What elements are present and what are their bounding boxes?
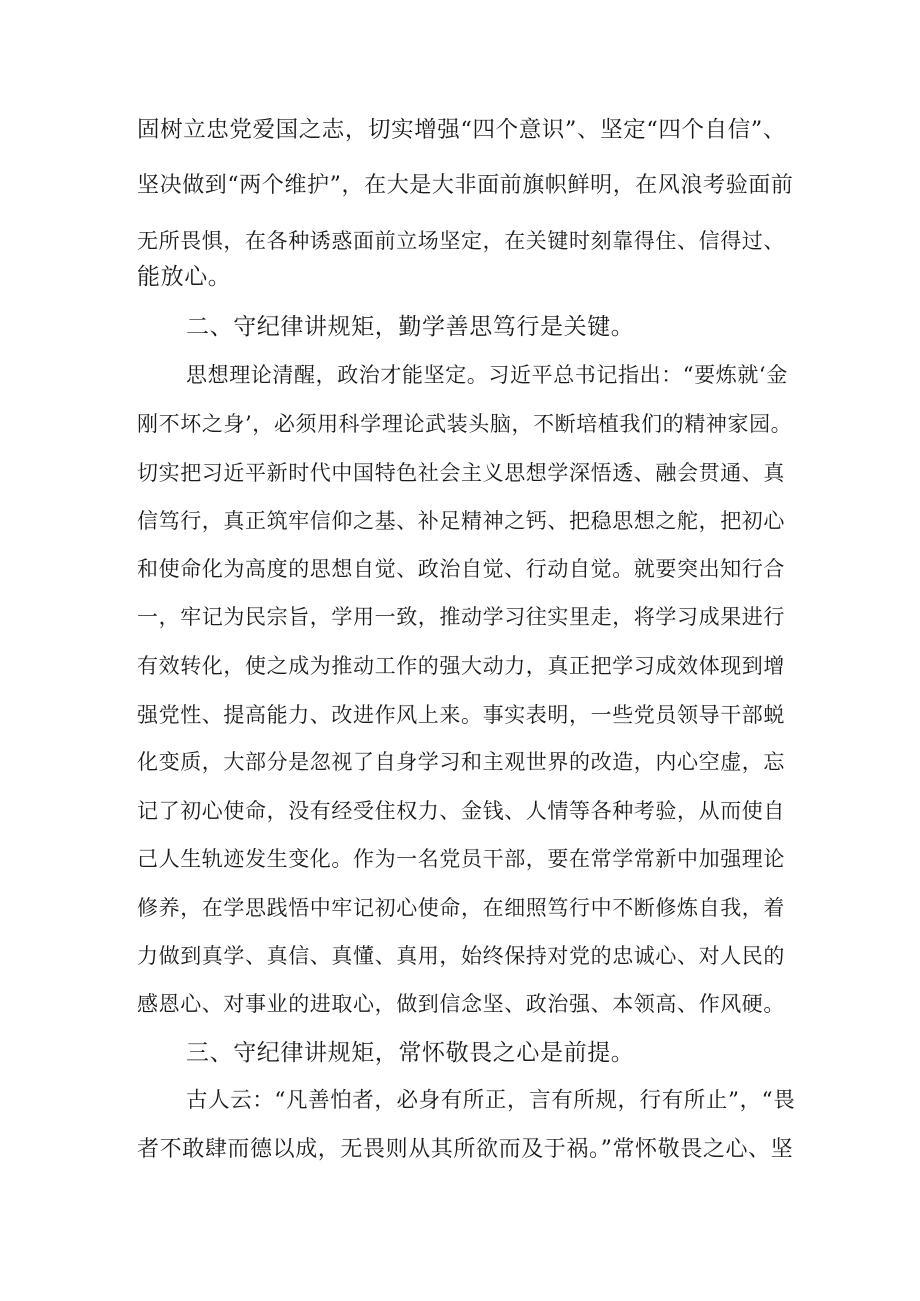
text-line: 者不敢肆而德以成，无畏则从其所欲而及于祸。”常怀敬畏之心、坚 [137, 1137, 794, 1162]
section-heading: 三、守纪律讲规矩，常怀敬畏之心是前提。 [186, 1040, 635, 1066]
text-line: 古人云：“凡善怕者，必身有所正，言有所规，行有所止”，“畏 [186, 1088, 796, 1113]
text-line: 固树立忠党爱国之志，切实增强“四个意识”、坚定“四个自信”、 [137, 117, 787, 143]
text-line: 和使命化为高度的思想自觉、政治自觉、行动自觉。就要突出知行合 [137, 557, 785, 581]
text-line: 强党性、提高能力、改进作风上来。事实表明，一些党员领导干部蜕 [137, 703, 785, 727]
text-line: 刚不坏之身’，必须用科学理论武装头脑，不断培植我们的精神家园。 [137, 412, 793, 436]
text-line: 坚决做到“两个维护”，在大是大非面前旗帜鲜明，在风浪考验面前 [137, 173, 794, 198]
section-heading: 二、守纪律讲规矩，勤学善思笃行是关键。 [186, 314, 635, 340]
text-line: 一，牢记为民宗旨，学用一致，推动学习往实里走，将学习成果进行 [137, 605, 785, 629]
text-line: 记了初心使命，没有经受住权力、金钱、人情等各种考验，从而使自 [137, 799, 785, 823]
text-line: 化变质，大部分是忽视了自身学习和主观世界的改造，内心空虚，忘 [137, 750, 785, 774]
text-line: 修养，在学思践悟中牢记初心使命，在细照笃行中不断修炼自我，着 [137, 896, 785, 920]
text-line: 力做到真学、真信、真懂、真用，始终保持对党的忠诚心、对人民的 [137, 944, 785, 968]
text-line: 信笃行，真正筑牢信仰之基、补足精神之钙、把稳思想之舵，把初心 [137, 509, 785, 533]
text-line: 思想理论清醒，政治才能坚定。习近平总书记指出：“要炼就‘金 [186, 363, 788, 387]
text-line: 无所畏惧，在各种诱惑面前立场坚定，在关键时刻靠得住、信得过、 [137, 229, 785, 253]
text-line: 有效转化，使之成为推动工作的强大动力，真正把学习成效体现到增 [137, 654, 785, 678]
text-line: 感恩心、对事业的进取心，做到信念坚、政治强、本领高、作风硬。 [137, 992, 785, 1016]
text-line: 能放心。 [137, 264, 232, 290]
text-line: 己人生轨迹发生变化。作为一名党员干部，要在常学常新中加强理论 [137, 847, 785, 871]
text-line: 切实把习近平新时代中国特色社会主义思想学深悟透、融会贯通、真 [137, 461, 785, 485]
